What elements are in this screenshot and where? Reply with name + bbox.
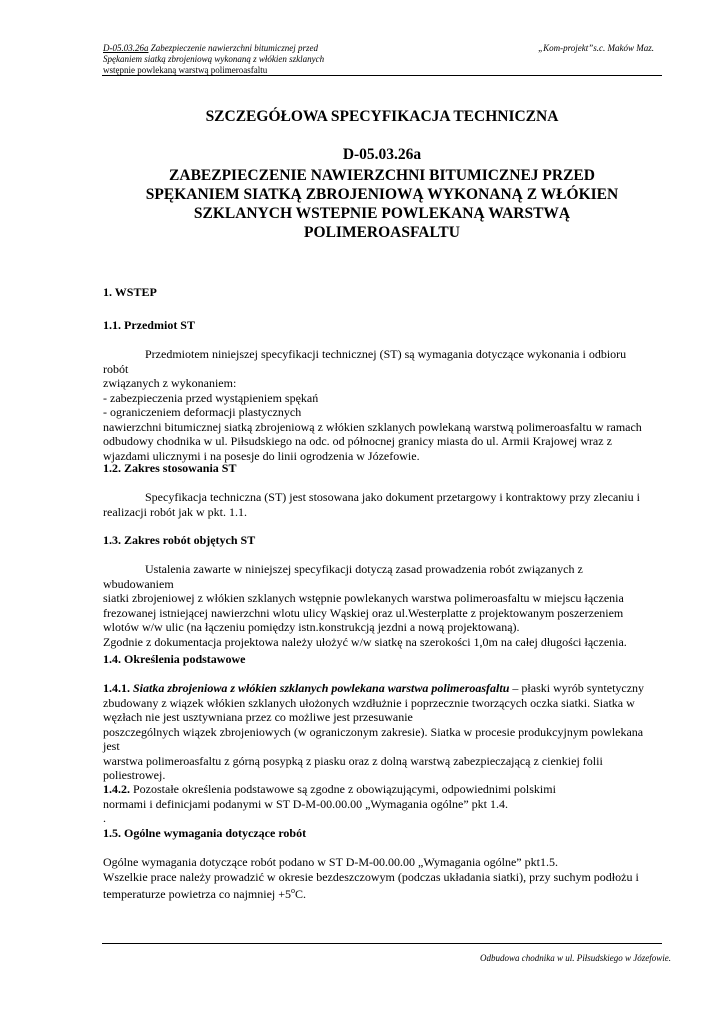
stray-dot: . — [103, 811, 106, 825]
text-line: temperaturze powietrza co najmniej +5 — [103, 887, 292, 901]
header-title-line2: Spękaniem siatką zbrojeniową wykonaną z włókien szklanych — [103, 54, 325, 64]
header-title-line1: Zabezpieczenie nawierzchni bitumicznej przed — [148, 43, 318, 53]
section-heading-1-1: 1.1. Przedmiot ST — [103, 318, 195, 332]
paragraph-1-5 — [103, 855, 645, 902]
text-line: frezowanej istniejącej nawierzchni wlotu ulicy Wąskiej oraz ul.Westerplatte z projektowanym poszerzeniem — [103, 605, 624, 620]
text-line: odbudowy chodnika w ul. Piłsudskiego na odc. od północnej granicy miasta do ul. Armii Krajowej wraz z — [103, 434, 612, 448]
spec-subject — [102, 166, 662, 242]
section-heading-1-2: 1.2. Zakres stosowania ST — [103, 461, 237, 475]
text-line: realizacji robót jak w pkt. 1.1. — [103, 504, 247, 519]
text-line: normami i definicjami podanymi w ST D-M-00.00.00 „Wymagania ogólne” pkt 1.4. — [103, 796, 508, 811]
running-header-right: „Kom-projekt”s.c. Maków Maz. — [538, 43, 654, 53]
text-line: nawierzchni bitumicznej siatką zbrojeniową z włókien szklanych powlekaną warstwą polimeroasfaltu w ramach — [103, 419, 642, 434]
text-line: Przedmiotem niniejszej specyfikacji technicznej (ST) są wymagania dotyczące wykonania i odbioru robót — [103, 347, 627, 376]
paragraph-1-2 — [103, 490, 645, 519]
text-line: siatki zbrojeniowej z włókien szklanych wstępnie powlekanych warstwa polimeroasfaltu w miejscu łączenia — [103, 591, 624, 605]
text-line: poszczególnych wiązek zbrojeniowych (w ograniczonym zakresie). Siatka w procesie produkcyjnym powlekana jest — [103, 724, 644, 753]
text-line: Pozostałe określenia podstawowe są zgodne z obowiązującymi, odpowiednimi polskimi — [130, 782, 556, 796]
text-line: wlotów w/w ulic (na łączeniu pomiędzy istn.konstrukcją jezdni a nową projektowaną). — [103, 620, 520, 634]
paragraph-1-4-2 — [103, 782, 645, 826]
degree-superscript: o — [291, 886, 296, 895]
item-number: 1.4.2. — [103, 782, 130, 796]
text-line: C. — [295, 887, 307, 901]
text-line: związanych z wykonaniem: — [103, 376, 237, 390]
text-line: - zabezpieczenia przed wystąpieniem spękań — [103, 390, 319, 405]
text-line: Ustalenia zawarte w niniejszej specyfikacji dotyczą zasad prowadzenia robót związanych z wbudowaniem — [103, 562, 583, 591]
text-line: Wszelkie prace należy prowadzić w okresie bezdeszczowym (podczas układania siatki), przy suchym podłożu i — [103, 869, 639, 884]
spec-subject-line: ZABEZPIECZENIE NAWIERZCHNI BITUMICZNEJ PRZED — [169, 167, 595, 184]
defined-term: Siatka zbrojeniowa z włókien szklanych powlekana warstwa polimeroasfaltu — [133, 681, 510, 695]
text-line: poliestrowej. — [103, 768, 166, 782]
section-heading-1-5: 1.5. Ogólne wymagania dotyczące robót — [103, 826, 307, 840]
text-line: Ogólne wymagania dotyczące robót podano w ST D-M-00.00.00 „Wymagania ogólne” pkt1.5. — [103, 855, 558, 869]
header-doc-code: D-05.03.26a — [103, 43, 149, 53]
running-header-left — [103, 43, 433, 76]
spec-subject-line: POLIMEROASFALTU — [304, 224, 460, 241]
footer-divider — [102, 943, 662, 944]
spec-subject-line: SPĘKANIEM SIATKĄ ZBROJENIOWĄ WYKONANĄ Z WŁÓKIEN — [145, 186, 619, 203]
text-line: wjazdami ulicznymi i na posesje do linii ogrodzenia w Józefowie. — [103, 448, 420, 463]
text-line: warstwa polimeroasfaltu z górną posypką z piasku oraz z dolną warstwą zabezpieczającą z cienkiej folii — [103, 753, 603, 768]
section-heading-1-3: 1.3. Zakres robót objętych ST — [103, 533, 256, 547]
item-number: 1.4.1. — [103, 681, 130, 695]
paragraph-1-3 — [103, 562, 645, 649]
section-heading-1: 1. WSTEP — [103, 285, 157, 299]
text-line: Specyfikacja techniczna (ST) jest stosowana jako dokument przetargowy i kontraktowy przy zlecaniu i — [145, 490, 640, 504]
paragraph-1-4-1 — [103, 681, 645, 783]
text-line: – płaski wyrób syntetyczny — [509, 681, 645, 695]
spec-subject-line: SZKLANYCH WSTEPNIE POWLEKANĄ WARSTWĄ — [193, 205, 571, 222]
running-footer: Odbudowa chodnika w ul. Piłsudskiego w Józefowie. — [480, 953, 671, 963]
paragraph-1-1 — [103, 347, 645, 463]
header-divider — [102, 75, 662, 76]
spec-code: D-05.03.26a — [342, 146, 422, 163]
text-line: Zgodnie z dokumentacja projektowa należy ułożyć w/w siatkę na szerokości 1,0m na całej długości łączenia. — [103, 634, 627, 649]
header-title-line3: wstępnie powlekaną warstwą polimeroasfaltu — [103, 65, 268, 75]
text-line: zbudowany z wiązek włókien szklanych ułożonych wzdłużnie i poprzecznie tworzących oczka siatki. Siatka w — [103, 695, 635, 710]
text-line: - ograniczeniem deformacji plastycznych — [103, 405, 302, 419]
text-line: węzłach nie jest usztywniana przez co możliwe jest przesuwanie — [103, 710, 413, 724]
document-title: SZCZEGÓŁOWA SPECYFIKACJA TECHNICZNA — [205, 108, 559, 125]
section-heading-1-4: 1.4. Określenia podstawowe — [103, 652, 246, 666]
